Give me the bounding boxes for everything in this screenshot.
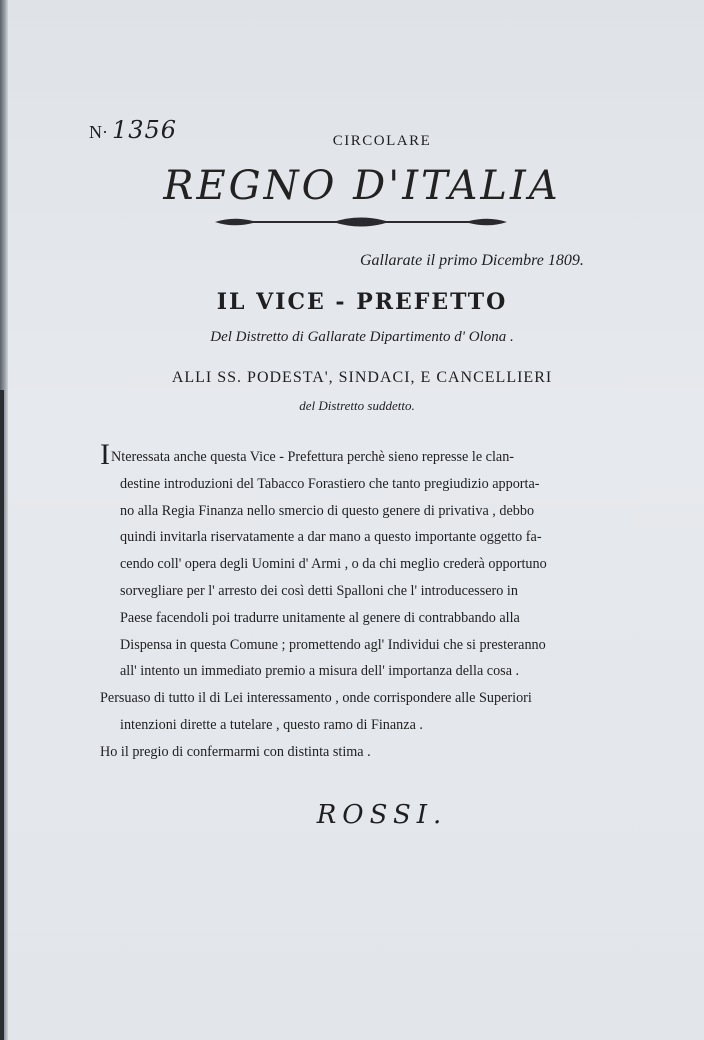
signature: ROSSI. [316,800,448,830]
body-line: Paese facendoli poi tradurre unitamente al genere di contrabbando alla [120,609,520,626]
office-title: IL VICE - PREFETTO [216,289,508,315]
body-text [100,444,620,766]
closing-line: Persuaso di tutto il di Lei interessamento , onde corrispondere alle Superiori [100,690,532,707]
addressees: ALLI SS. PODESTA', SINDACI, E CANCELLIERI [171,369,553,386]
body-line: destine introduzioni del Tabacco Forastiero che tanto pregiudizio apporta- [120,475,540,492]
drop-cap: I [100,444,110,471]
body-line: no alla Regia Finanza nello smercio di questo genere di privativa , debbo [120,502,535,519]
handwritten-number: 1356 [112,116,178,144]
closing-line: Ho il pregio di confermarmi con distinta stima . [100,743,371,760]
number-prefix: N· [89,122,108,142]
closing-line: intenzioni dirette a tutelare , questo ramo di Finanza . [120,716,423,733]
dateline: Gallarate il primo Dicembre 1809. [360,252,584,269]
body-line: all' intento un immediato premio a misura dell' importanza della cosa . [120,663,520,680]
body-line: cendo coll' opera degli Uomini d' Armi , o da chi meglio crederà opportuno [120,556,547,573]
body-line: quindi invitarla riservatamente a dar mano a questo importante oggetto fa- [120,529,542,546]
body-line [100,444,620,471]
kingdom-heading: REGNO D'ITALIA [163,163,561,209]
decorative-flourish [213,214,509,230]
body-line: sorvegliare per l' arresto dei così detti Spalloni che l' introducessero in [120,582,518,599]
body-line-text: Nteressata anche questa Vice - Prefettura perchè sieno represse le clan- [111,449,515,465]
body-line: Dispensa in questa Comune ; promettendo agl' Individui che si presteranno [120,636,546,653]
document-type-label: CIRCOLARE [332,133,432,149]
addressees-sub: del Distretto suddetto. [299,398,415,413]
district-line: Del Distretto di Gallarate Dipartimento d' Olona . [210,329,514,345]
page-edge-shadow [0,390,4,1040]
